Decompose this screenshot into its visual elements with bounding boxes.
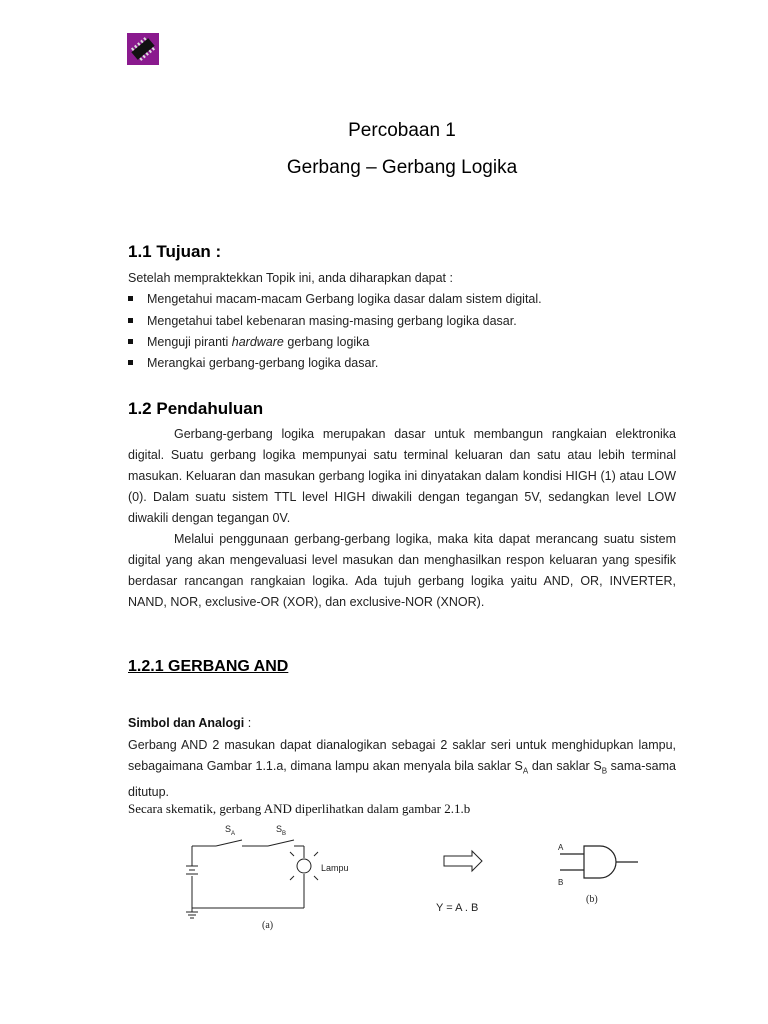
subscript-b: B: [601, 766, 608, 776]
bullet-icon: [128, 296, 133, 301]
paragraph: Melalui penggunaan gerbang-gerbang logika, maka kita dapat merancang suatu sistem digital yang akan mengevaluasi level masukan dan menghasilkan respon keluaran yang spesifik berdasar rancangan rangkaian logika. Ada tujuh gerbang logika yaitu AND, OR, INVERTER, NAND, NOR, exclusive-OR (XOR), dan exclusive-NOR (XNOR).: [128, 532, 676, 609]
list-item-text: Mengetahui macam-macam Gerbang logika dasar dalam sistem digital.: [147, 292, 542, 306]
list-item: [128, 335, 369, 349]
paragraph-text: Gerbang AND 2 masukan dapat dianalogikan sebagai 2 saklar seri untuk menghidupkan lampu, sebagaimana Gambar 1.1.a, dimana lampu akan menyala bila saklar S: [128, 738, 676, 773]
bullet-icon: [128, 318, 133, 323]
paragraph-text: sama-sama ditutup.: [128, 759, 676, 799]
switch-a-label: $S_A$: [225, 824, 236, 837]
list-item-text: Merangkai gerbang-gerbang logika dasar.: [147, 356, 379, 370]
subheading-bold: Simbol dan Analogi: [128, 716, 245, 730]
lamp-label: Lampu: [321, 863, 349, 873]
tujuan-intro: Setelah mempraktekkan Topik ini, anda diharapkan dapat :: [128, 271, 453, 285]
schematic-caption: Secara skematik, gerbang AND diperlihatkan dalam gambar 2.1.b: [128, 801, 471, 816]
list-item: [128, 356, 378, 370]
input-b-label: B: [558, 878, 564, 887]
and-gate-figure: [180, 818, 660, 938]
equation: Y = A . B: [436, 902, 479, 914]
section-heading-pendahuluan: 1.2 Pendahuluan: [128, 399, 264, 418]
subscript-a: A: [522, 766, 529, 776]
and-gate-symbol: [560, 846, 638, 878]
list-item: [128, 314, 517, 328]
switch-circuit: [186, 840, 318, 918]
section-heading-tujuan: 1.1 Tujuan :: [128, 242, 222, 261]
page-title: Percobaan 1: [348, 120, 456, 141]
page-subtitle: Gerbang – Gerbang Logika: [286, 157, 518, 178]
figure-caption-a: (a): [262, 920, 274, 931]
section-heading-gerbang-and: 1.2.1 GERBANG AND: [128, 658, 289, 675]
input-a-label: A: [558, 843, 564, 852]
arrow-right-icon: [444, 851, 482, 871]
list-item-italic: hardware: [231, 335, 284, 349]
bullet-icon: [128, 339, 133, 344]
list-item-text: gerbang logika: [283, 335, 370, 349]
chip-logo-icon: [127, 33, 159, 65]
paragraph: [128, 735, 676, 803]
subheading-rest: :: [244, 716, 252, 730]
list-item-text: Menguji piranti: [147, 335, 232, 349]
figure-caption-b: (b): [586, 894, 598, 905]
bullet-icon: [128, 360, 133, 365]
subheading-simbol: [128, 716, 251, 730]
switch-b-label: $S_B$: [276, 824, 287, 837]
paragraph-text: dan saklar S: [528, 759, 602, 773]
list-item: [128, 292, 542, 306]
list-item-text: Mengetahui tabel kebenaran masing-masing gerbang logika dasar.: [147, 314, 517, 328]
paragraph: Gerbang-gerbang logika merupakan dasar untuk membangun rangkaian elektronika digital. Suatu gerbang logika mempunyai satu terminal keluaran dan satu atau lebih terminal masukan. Keluaran dan masukan gerbang logika ini dinyatakan dalam kondisi HIGH (1) atau LOW (0). Dalam suatu sistem TTL level HIGH diwakili dengan tegangan 5V, sedangkan level LOW diwakili dengan tegangan 0V.: [128, 427, 676, 525]
